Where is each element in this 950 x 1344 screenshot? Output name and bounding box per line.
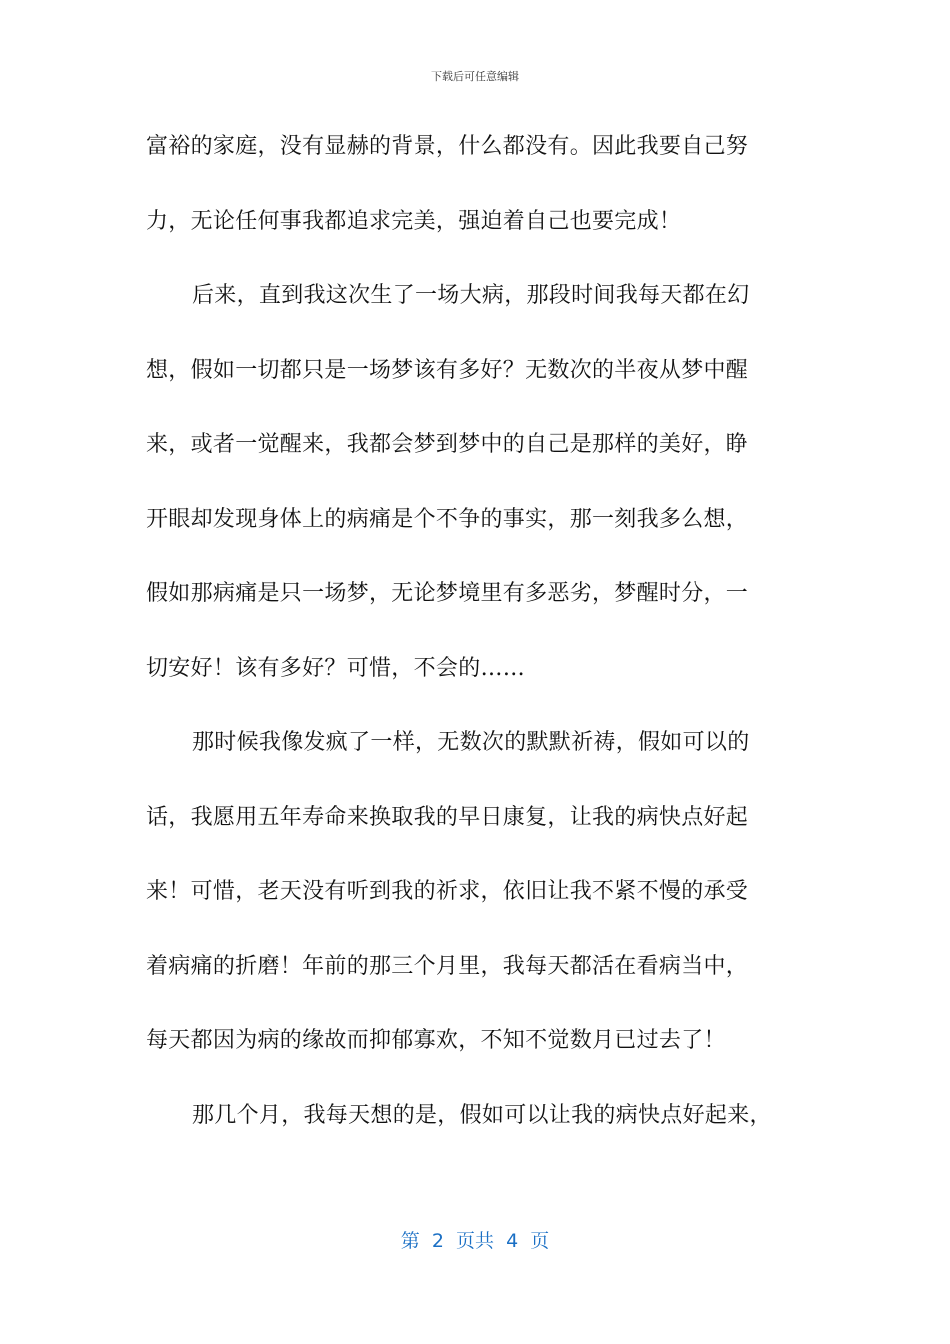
paragraph-start-line: 那几个月，我每天想的是，假如可以让我的病快点好起来， (192, 1102, 772, 1128)
text-line: 假如那病痛是只一场梦，无论梦境里有多恶劣，梦醒时分，一 (146, 581, 749, 606)
document-body (146, 121, 806, 1164)
text-line: 来，或者一觉醒来，我都会梦到梦中的自己是那样的美好，睁 (146, 432, 749, 457)
paragraph-start-line: 后来，直到我这次生了一场大病，那段时间我每天都在幻 (192, 283, 750, 308)
text-line: 来！可惜，老天没有听到我的祈求，依旧让我不紧不慢的承受 (146, 879, 749, 904)
text-line: 每天都因为病的缘故而抑郁寡欢，不知不觉数月已过去了！ (146, 1028, 726, 1053)
text-line: 话，我愿用五年寿命来换取我的早日康复，让我的病快点好起 (146, 804, 749, 830)
text-line: 想，假如一切都只是一场梦该有多好？无数次的半夜从梦中醒 (146, 357, 749, 383)
paragraph-start-line: 那时候我像发疯了一样，无数次的默默祈祷，假如可以的 (192, 730, 750, 755)
header-note: 下载后可任意编辑 (431, 70, 519, 83)
page-number-footer: 第 2 页共 4 页 (400, 1230, 550, 1252)
text-line: 富裕的家庭，没有显赫的背景，什么都没有。因此我要自己努 (146, 134, 749, 159)
text-line: 力，无论任何事我都追求完美，强迫着自己也要完成！ (146, 208, 682, 234)
text-line: 开眼却发现身体上的病痛是个不争的事实，那一刻我多么想， (146, 506, 749, 532)
text-line: 着病痛的折磨！年前的那三个月里，我每天都活在看病当中， (146, 953, 749, 979)
text-line: 切安好！该有多好？可惜，不会的…… (146, 655, 526, 681)
